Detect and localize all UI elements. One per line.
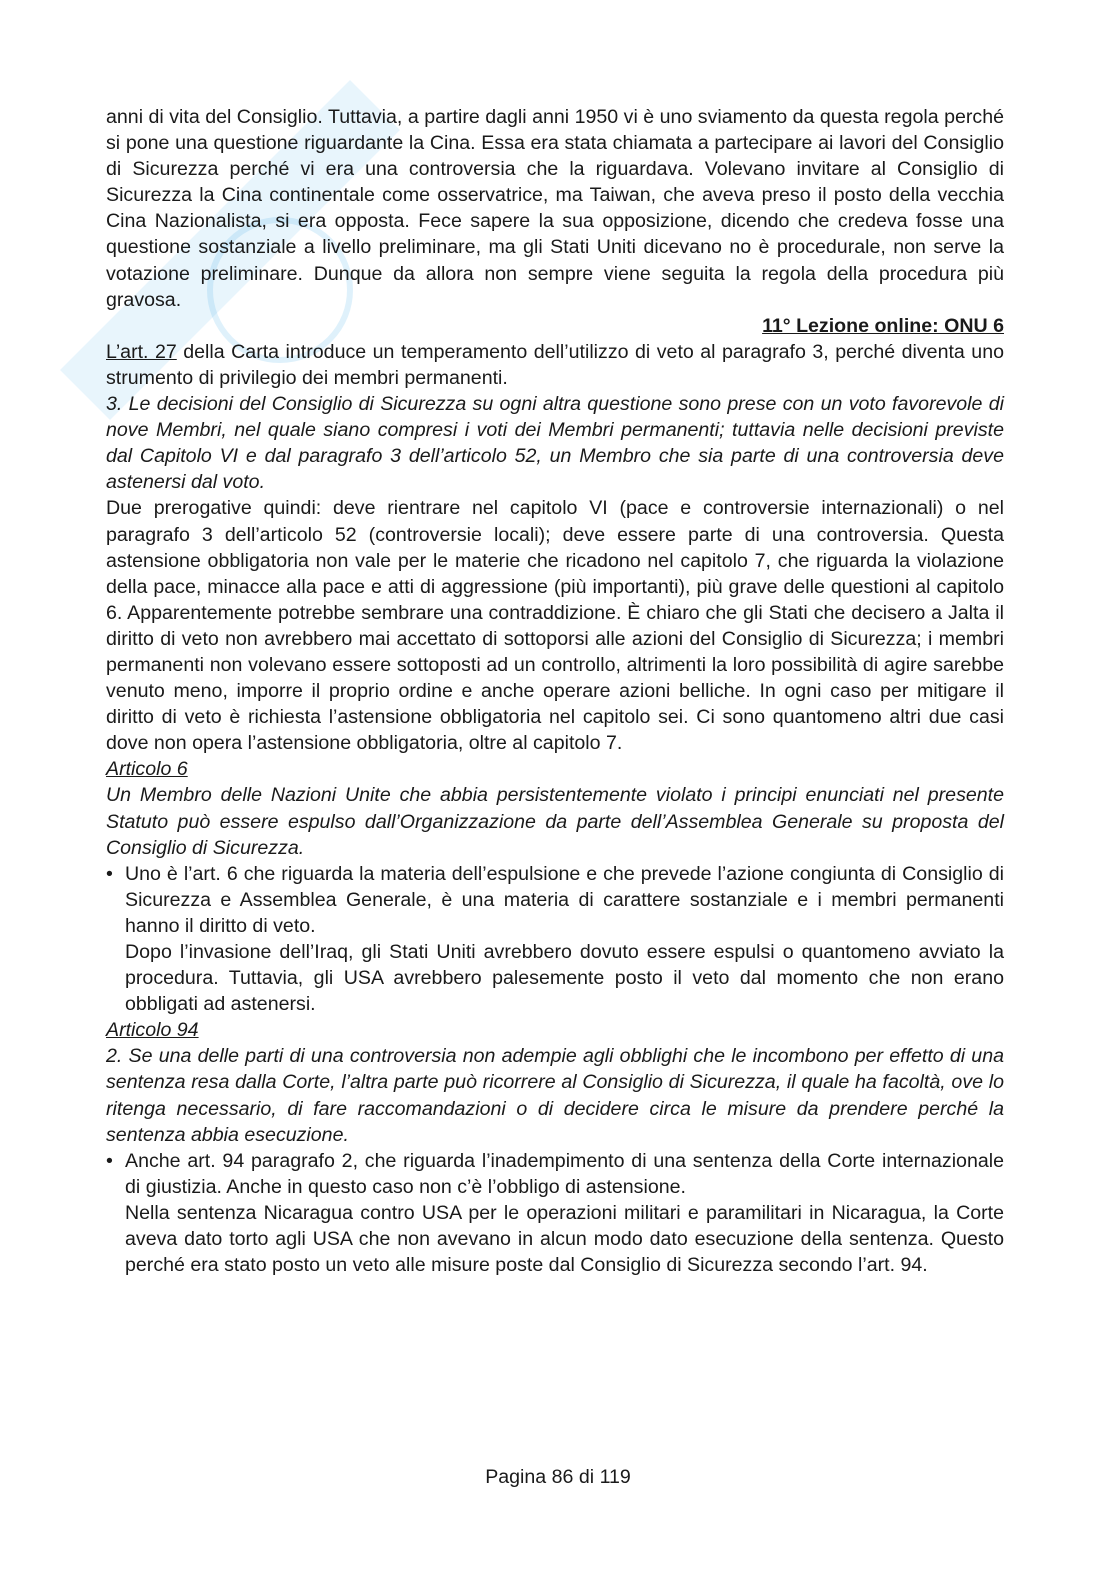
art6-bullet bbox=[106, 861, 1004, 939]
art94-bullet-text: Anche art. 94 paragrafo 2, che riguarda l’inadempimento di una sentenza della Corte internazionale di giustizia. Anche in questo caso non c’è l’obbligo di astensione. bbox=[125, 1149, 1004, 1198]
prerogatives-paragraph: Due prerogative quindi: deve rientrare nel capitolo VI (pace e controversie internazionali) o nel paragrafo 3 dell’articolo 52 (controversie locali); deve essere parte di una controversia. Questa astensione obbligatoria non vale per le materie che ricadono nel capitolo 7, che riguarda la violazione della pace, minacce alla pace e atti di aggressione (più importanti), più grave delle questioni al capitolo 6. Apparentemente potrebbe sembrare una contraddizione. È chiaro che gli Stati che decisero a Jalta il diritto di veto non avrebbero mai accettato di sottoporsi alle azioni del Consiglio di Sicurezza; i membri permanenti non volevano essere sottoposti ad un controllo, altrimenti la loro possibilità di agire sarebbe venuto meno, imporre il proprio ordine e anche operare azioni belliche. In ogni caso per mitigare il diritto di veto è richiesta l’astensione obbligatoria nel capitolo sei. Ci sono quantomeno altri due casi dove non opera l’astensione obbligatoria, oltre al capitolo 7. bbox=[106, 497, 1004, 755]
art6-quote: Un Membro delle Nazioni Unite che abbia persistentemente violato i principi enunciati nel presente Statuto può essere espulso dall’Organizzazione da parte dell’Assemblea Generale su proposta del Consiglio di Sicurezza. bbox=[106, 784, 1004, 859]
art27-link[interactable]: L’art. 27 bbox=[106, 340, 177, 363]
art94-bullet-continuation: Nella sentenza Nicaragua contro USA per le operazioni militari e paramilitari in Nicaragua, la Corte aveva dato torto agli USA che non avevano in alcun modo dato esecuzione della sentenza. Questo perché era stato posto un veto alle misure poste dal Consiglio di Sicurezza secondo l’art. 94. bbox=[125, 1201, 1004, 1277]
page-number: Pagina 86 di 119 bbox=[485, 1466, 631, 1488]
art27-quote: 3. Le decisioni del Consiglio di Sicurezza su ogni altra questione sono prese con un voto favorevole di nove Membri, nel quale siano compresi i voti dei Membri permanenti; tuttavia nelle decisioni previste dal Capitolo VI e dal paragrafo 3 dell’articolo 52, un Membro che sia parte di una controversia deve astenersi dal voto. bbox=[106, 393, 1004, 494]
bullet-icon: • bbox=[106, 1149, 113, 1172]
art6-bullet-continuation: Dopo l’invasione dell’Iraq, gli Stati Uniti avrebbero dovuto essere espulsi o quantomeno avviato la procedura. Tuttavia, gli USA avrebbero palesemente posto il veto dal momento che non erano obbligati ad astenersi. bbox=[125, 941, 1004, 1016]
bullet-icon: • bbox=[106, 862, 113, 885]
art94-bullet bbox=[106, 1148, 1004, 1200]
art6-title: Articolo 6 bbox=[106, 758, 188, 781]
art94-quote: 2. Se una delle parti di una controversia non adempie agli obblighi che le incombono per effetto di una sentenza resa dalla Corte, l’altra parte può ricorrere al Consiglio di Sicurezza, il quale ha facoltà, ove lo ritenga necessario, di fare raccomandazioni o di decidere circa le misure da prendere perché la sentenza abbia esecuzione. bbox=[106, 1045, 1004, 1146]
art94-title: Articolo 94 bbox=[106, 1019, 199, 1042]
document-page bbox=[106, 104, 1004, 1278]
art27-paragraph bbox=[106, 339, 1004, 391]
art27-text: della Carta introduce un temperamento dell’utilizzo di veto al paragrafo 3, perché diventa uno strumento di privilegio dei membri permanenti. bbox=[106, 340, 1004, 389]
section-heading: 11° Lezione online: ONU 6 bbox=[762, 314, 1004, 337]
art6-bullet-text: Uno è l’art. 6 che riguarda la materia dell’espulsione e che prevede l’azione congiunta di Consiglio di Sicurezza e Assemblea Generale, è una materia di carattere sostanziale e i membri permanenti hanno il diritto di veto. bbox=[125, 862, 1004, 937]
intro-paragraph: anni di vita del Consiglio. Tuttavia, a partire dagli anni 1950 vi è uno sviamento da questa regola perché si pone una questione riguardante la Cina. Essa era stata chiamata a partecipare ai lavori del Consiglio di Sicurezza perché vi era una controversia che la riguardava. Volevano invitare al Consiglio di Sicurezza la Cina continentale come osservatrice, ma Taiwan, che aveva preso il posto della vecchia Cina Nazionalista, si era opposta. Fece sapere la sua opposizione, dicendo che credeva fosse una questione sostanziale a livello preliminare, ma gli Stati Uniti dicevano no è procedurale, non serve la votazione preliminare. Dunque da allora non sempre viene seguita la regola della procedura più gravosa. bbox=[106, 106, 1004, 311]
